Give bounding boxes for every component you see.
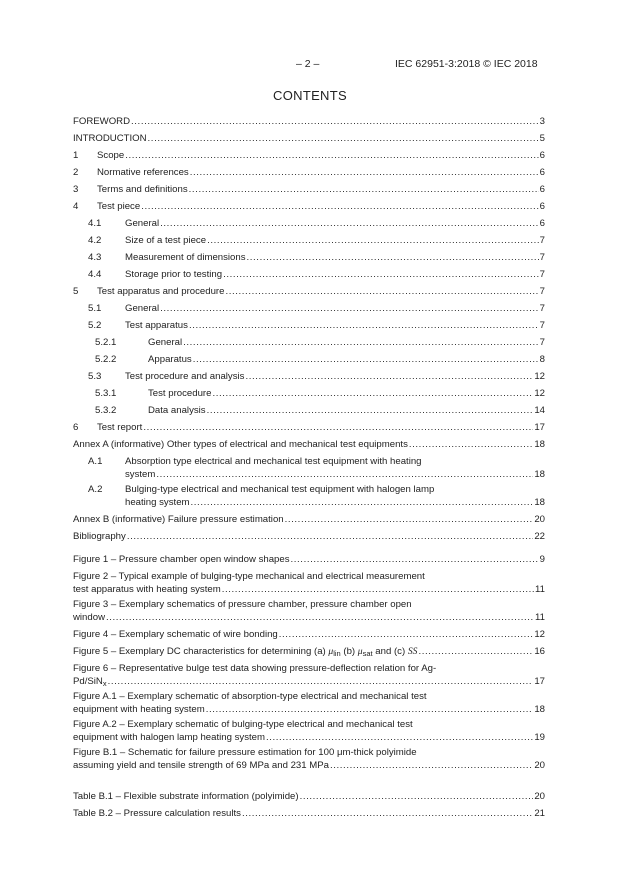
entry-line	[73, 113, 545, 130]
section-entry[interactable]	[73, 351, 545, 368]
page-number-ref[interactable]: 11	[535, 583, 545, 595]
figure-entry[interactable]	[73, 691, 545, 716]
entry-title[interactable]: General	[148, 337, 183, 348]
entry-line	[73, 368, 545, 385]
page-number-ref[interactable]: 12	[534, 388, 545, 399]
figure-entry[interactable]	[73, 663, 545, 688]
entry-title[interactable]: INTRODUCTION	[73, 133, 147, 144]
page-number-ref[interactable]: 20	[534, 791, 545, 802]
entry-title[interactable]: Pd/SiN$_x$	[73, 675, 107, 688]
section-entry[interactable]	[73, 113, 545, 130]
entry-line	[73, 747, 545, 760]
entry-line	[73, 528, 545, 545]
dot-leader	[212, 385, 533, 402]
dot-leader	[266, 732, 533, 745]
entry-title[interactable]: Table B.2 – Pressure calculation results	[73, 808, 241, 819]
section-number: 3	[73, 184, 79, 195]
entry-line	[73, 599, 545, 612]
page-number-ref[interactable]: 6	[539, 167, 545, 178]
page-number-ref[interactable]: 5	[539, 133, 545, 144]
entry-title[interactable]: Size of a test piece	[125, 235, 207, 246]
figure-entry[interactable]	[73, 747, 545, 772]
entry-title[interactable]: Apparatus	[148, 354, 192, 365]
section-number: 4	[73, 201, 79, 212]
entry-title[interactable]: heating system	[125, 496, 190, 508]
dot-leader	[191, 497, 534, 510]
entry-line	[73, 147, 545, 164]
dot-leader	[247, 249, 539, 266]
page-number-ref[interactable]: 18	[534, 439, 545, 450]
section-entry[interactable]	[73, 147, 545, 164]
entry-line	[73, 663, 545, 676]
entry-line	[73, 497, 545, 510]
entry-title[interactable]: system	[125, 468, 156, 480]
entry-title[interactable]: Figure 2 – Typical example of bulging-type mechanical and electrical measurement	[73, 571, 425, 582]
entry-title[interactable]: Annex B (informative) Failure pressure estimation	[73, 514, 284, 525]
page-number-ref[interactable]: 21	[534, 808, 545, 819]
page-number: – 2 –	[296, 58, 320, 70]
dot-leader	[156, 469, 533, 482]
section-number: 4.4	[88, 269, 102, 280]
section-entry[interactable]	[73, 232, 545, 249]
dot-leader	[207, 402, 534, 419]
entry-title[interactable]: Figure 3 – Exemplary schematics of pressure chamber, pressure chamber open	[73, 599, 412, 610]
entry-line	[73, 456, 545, 469]
page-number-ref[interactable]: 18	[534, 496, 545, 508]
section-number: 4.1	[88, 218, 102, 229]
page-number-ref[interactable]: 16	[534, 646, 545, 657]
section-entry[interactable]	[73, 385, 545, 402]
entry-line	[73, 300, 545, 317]
dot-leader	[148, 130, 539, 147]
dot-leader	[143, 419, 533, 436]
page-number-ref[interactable]: 6	[539, 201, 545, 212]
section-number: 5	[73, 286, 79, 297]
section-entry[interactable]	[73, 130, 545, 147]
section-number: 2	[73, 167, 79, 178]
entry-line	[73, 469, 545, 482]
dot-leader	[285, 511, 534, 528]
entry-line	[73, 760, 545, 773]
entry-line	[73, 612, 545, 625]
page-number-ref[interactable]: 6	[539, 184, 545, 195]
dot-leader	[207, 232, 539, 249]
dot-leader	[193, 351, 539, 368]
dot-leader	[141, 198, 538, 215]
figure-entry[interactable]	[73, 599, 545, 624]
dot-leader	[125, 147, 538, 164]
entry-title[interactable]: General	[125, 303, 160, 314]
entry-title[interactable]: Figure A.1 – Exemplary schematic of absorption-type electrical and mechanical test	[73, 691, 427, 702]
page-number-ref[interactable]: 3	[539, 116, 545, 127]
section-entry[interactable]	[73, 249, 545, 266]
entry-title[interactable]: Figure 6 – Representative bulge test data showing pressure-deflection relation for Ag-	[73, 663, 437, 674]
dot-leader	[160, 215, 539, 232]
figure-entry[interactable]	[73, 551, 545, 568]
entry-line	[73, 181, 545, 198]
section-entry[interactable]	[73, 436, 545, 453]
section-entry[interactable]	[73, 484, 545, 509]
entry-title[interactable]: window	[73, 611, 105, 623]
entry-title[interactable]: Storage prior to testing	[125, 269, 223, 280]
entry-line	[73, 419, 545, 436]
entry-line	[73, 626, 545, 643]
section-number: 4.2	[88, 235, 102, 246]
dot-leader	[242, 805, 533, 822]
section-entry[interactable]	[73, 419, 545, 436]
entry-title[interactable]: Annex A (informative) Other types of electrical and mechanical test equipments	[73, 439, 408, 450]
page-number-ref[interactable]: 7	[539, 320, 545, 331]
section-number: 4.3	[88, 252, 102, 263]
page-number-ref[interactable]: 7	[539, 269, 545, 280]
dot-leader	[131, 113, 539, 130]
entry-line	[73, 788, 545, 805]
section-number: 5.2.1	[95, 337, 117, 348]
entry-title[interactable]: Figure A.2 – Exemplary schematic of bulging-type electrical and mechanical test	[73, 719, 413, 730]
entry-title[interactable]: Bibliography	[73, 531, 126, 542]
section-number: 1	[73, 150, 79, 161]
entry-line	[73, 198, 545, 215]
entry-line	[73, 317, 545, 334]
section-number: 5.2	[88, 320, 102, 331]
page-number-ref[interactable]: 7	[539, 235, 545, 246]
entry-line	[73, 436, 545, 453]
entry-title[interactable]: Bulging-type electrical and mechanical test equipment with halogen lamp	[125, 484, 435, 495]
page-number-ref[interactable]: 7	[539, 252, 545, 263]
page-number-ref[interactable]: 14	[534, 405, 545, 416]
page-number-ref[interactable]: 7	[539, 337, 545, 348]
page-number-ref[interactable]: 9	[539, 554, 545, 565]
entry-title[interactable]: General	[125, 218, 160, 229]
entry-title[interactable]: Test procedure	[148, 388, 212, 399]
section-number: A.2	[88, 484, 103, 495]
dot-leader	[189, 181, 539, 198]
figure-entry[interactable]	[73, 643, 545, 660]
dot-leader	[409, 436, 533, 453]
entry-title[interactable]: Figure 5 – Exemplary DC characteristics for determining (a) $\mu_{lin}$ (b) $\mu_{sat}$ and (c) SS	[73, 646, 418, 658]
section-entry[interactable]	[73, 300, 545, 317]
section-number: 5.1	[88, 303, 102, 314]
section-entry[interactable]	[73, 215, 545, 232]
entry-title[interactable]: FOREWORD	[73, 116, 131, 127]
dot-leader	[300, 788, 534, 805]
page-number-ref[interactable]: 6	[539, 150, 545, 161]
entry-title[interactable]: Test report	[97, 422, 143, 433]
entry-line	[73, 232, 545, 249]
entry-title[interactable]: Absorption type electrical and mechanical test equipment with heating	[125, 456, 422, 467]
dot-leader	[330, 760, 533, 773]
dot-leader	[160, 300, 539, 317]
figure-entry[interactable]	[73, 626, 545, 643]
table-entry[interactable]	[73, 805, 545, 822]
dot-leader	[222, 584, 534, 597]
entry-line	[73, 402, 545, 419]
page-number-ref[interactable]: 6	[539, 218, 545, 229]
section-entry[interactable]	[73, 456, 545, 481]
entry-line	[73, 691, 545, 704]
entry-title[interactable]: Measurement of dimensions	[125, 252, 246, 263]
section-entry[interactable]	[73, 402, 545, 419]
entry-line	[73, 484, 545, 497]
entry-line	[73, 719, 545, 732]
entry-title[interactable]: Data analysis	[148, 405, 206, 416]
entry-line	[73, 164, 545, 181]
entry-line	[73, 130, 545, 147]
section-entry[interactable]	[73, 528, 545, 545]
entry-title[interactable]: Test apparatus	[125, 320, 188, 331]
dot-leader	[190, 164, 539, 181]
dot-leader	[183, 334, 539, 351]
entry-line	[73, 215, 545, 232]
page-number-ref[interactable]: 12	[534, 629, 545, 640]
entry-line	[73, 732, 545, 745]
entry-line	[73, 584, 545, 597]
spacer	[73, 774, 545, 788]
entry-title[interactable]: Table B.1 – Flexible substrate information (polyimide)	[73, 791, 299, 802]
entry-title[interactable]: equipment with heating system	[73, 703, 205, 715]
entry-title[interactable]: Normative references	[97, 167, 189, 178]
entry-title[interactable]: assuming yield and tensile strength of 69 MPa and 231 MPa	[73, 759, 329, 771]
dot-leader	[108, 676, 534, 689]
section-entry[interactable]	[73, 266, 545, 283]
section-number: 6	[73, 422, 79, 433]
entry-line	[73, 385, 545, 402]
page-number-ref[interactable]: 7	[539, 303, 545, 314]
dot-leader	[291, 551, 539, 568]
entry-title[interactable]: Terms and definitions	[97, 184, 188, 195]
dot-leader	[127, 528, 534, 545]
page-number-ref[interactable]: 20	[534, 514, 545, 525]
table-of-contents	[73, 113, 545, 822]
dot-leader	[106, 612, 534, 625]
entry-line	[73, 511, 545, 528]
entry-title[interactable]: test apparatus with heating system	[73, 583, 221, 595]
entry-title[interactable]: Figure B.1 – Schematic for failure pressure estimation for 100 μm-thick polyimide	[73, 747, 417, 758]
section-entry[interactable]	[73, 368, 545, 385]
entry-line	[73, 676, 545, 689]
dot-leader	[225, 283, 538, 300]
entry-line	[73, 266, 545, 283]
section-entry[interactable]	[73, 511, 545, 528]
page-number-ref[interactable]: 17	[534, 422, 545, 433]
section-entry[interactable]	[73, 164, 545, 181]
section-entry[interactable]	[73, 181, 545, 198]
table-entry[interactable]	[73, 788, 545, 805]
section-entry[interactable]	[73, 334, 545, 351]
page-number-ref[interactable]: 7	[539, 286, 545, 297]
dot-leader	[418, 643, 533, 660]
standard-reference: IEC 62951-3:2018 © IEC 2018	[395, 58, 538, 70]
section-number: 5.3.2	[95, 405, 117, 416]
entry-title[interactable]: equipment with halogen lamp heating system	[73, 731, 265, 743]
entry-title[interactable]: Scope	[97, 150, 125, 161]
dot-leader	[206, 704, 534, 717]
dot-leader	[189, 317, 539, 334]
entry-line	[73, 351, 545, 368]
page-number-ref[interactable]: 18	[534, 703, 545, 715]
entry-line	[73, 283, 545, 300]
section-number: A.1	[88, 456, 103, 467]
section-entry[interactable]	[73, 317, 545, 334]
entry-line	[73, 571, 545, 584]
dot-leader	[223, 266, 539, 283]
contents-title: CONTENTS	[273, 88, 347, 103]
section-entry[interactable]	[73, 283, 545, 300]
page-number-ref[interactable]: 17	[534, 675, 545, 687]
page-number-ref[interactable]: 20	[534, 759, 545, 771]
entry-line	[73, 551, 545, 568]
figure-entry[interactable]	[73, 571, 545, 596]
entry-title[interactable]: Figure 1 – Pressure chamber open window shapes	[73, 554, 290, 565]
page-number-ref[interactable]: 18	[534, 468, 545, 480]
section-number: 5.3	[88, 371, 102, 382]
entry-line	[73, 334, 545, 351]
entry-line	[73, 805, 545, 822]
dot-leader	[245, 368, 533, 385]
page-number-ref[interactable]: 22	[534, 531, 545, 542]
section-number: 5.3.1	[95, 388, 117, 399]
entry-title[interactable]: Figure 4 – Exemplary schematic of wire bonding	[73, 629, 278, 640]
figure-entry[interactable]	[73, 719, 545, 744]
entry-title[interactable]: Test procedure and analysis	[125, 371, 245, 382]
page-number-ref[interactable]: 19	[534, 731, 545, 743]
entry-line	[73, 704, 545, 717]
entry-line	[73, 249, 545, 266]
entry-line	[73, 643, 545, 660]
page-number-ref[interactable]: 8	[539, 354, 545, 365]
page-number-ref[interactable]: 12	[534, 371, 545, 382]
entry-title[interactable]: Test piece	[97, 201, 141, 212]
dot-leader	[279, 626, 534, 643]
page-number-ref[interactable]: 11	[535, 611, 545, 623]
section-number: 5.2.2	[95, 354, 117, 365]
section-entry[interactable]	[73, 198, 545, 215]
entry-title[interactable]: Test apparatus and procedure	[97, 286, 225, 297]
